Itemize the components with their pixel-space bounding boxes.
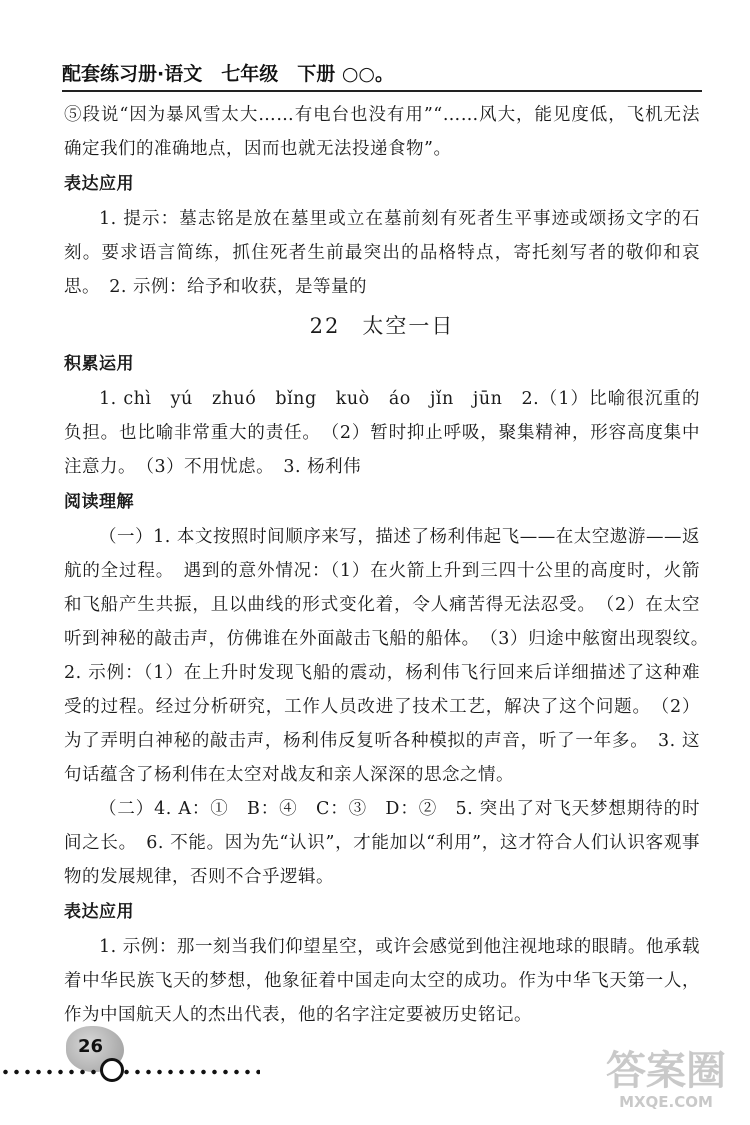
answer-paragraph: 1. 提示：墓志铭是放在墓里或立在墓前刻有死者生平事迹或颂扬文字的石刻。要求语言简练，抓住死者生前最突出的品格特点，寄托刻写者的敬仰和哀思。 2. 示例：给予和收获，是等量的 [64,209,700,297]
lesson-title-text: 太空一日 [362,314,455,338]
section-heading: 阅读理解 [64,492,134,512]
site-watermark [596,1049,736,1111]
lesson-title [64,306,700,346]
answer-paragraph: （一）1. 本文按照时间顺序来写，描述了杨利伟起飞——在太空遨游——返航的全过程。 遇到的意外情况：（1）在火箭上升到三四十公里的高度时，火箭和飞船产生共振，且以曲线的形式变化着，令人痛苦得无法忍受。 （2）在太空听到神秘的敲击声，仿佛谁在外面敲击飞船的船体。 （3）归途中舷窗出现裂纹。 2. 示例：（1）在上升时发现飞船的震动，杨利伟飞行回来后详细描述了这种难受的过程。经过分析研究，工作人员改进了技术工艺，解决了这个问题。 （2）为了弄明白神秘的敲击声，杨利伟反复听各种模拟的声音，听了一年多。 3. 这句话蕴含了杨利伟在太空对战友和亲人深深的思念之情。 [64,527,718,785]
answer-paragraph: 1. chì yú zhuó bǐng kuò áo jǐn jūn 2.（1）比喻很沉重的负担。也比喻非常重大的责任。 （2）暂时抑止呼吸，聚集精神，形容高度集中注意力。 （3）不用忧虑。 3. 杨利伟 [64,389,700,477]
page-number: 26 [78,1036,104,1057]
section-heading: 表达应用 [64,902,134,922]
answer-paragraph: 1. 示例：那一刻当我们仰望星空，或许会感觉到他注视地球的眼睛。他承载着中华民族飞天的梦想，他象征着中国走向太空的成功。作为中华飞天第一人，作为中国航天人的杰出代表，他的名字注定要被历史铭记。 [64,937,700,1025]
footer-dotted-line [0,1068,260,1076]
section-heading: 表达应用 [64,174,134,194]
header-rule [62,90,702,92]
watermark-logo-text: 答案圈 [606,1048,726,1094]
answer-paragraph: （二）4. A：① B：④ C：③ D：② 5. 突出了对飞天梦想期待的时间之长。 6. 不能。因为先“认识”，才能加以“利用”，这才符合人们认识客观事物的发展规律，否则不合乎逻辑。 [64,799,700,887]
watermark-url: MXQE.COM [619,1093,713,1111]
answer-content [64,98,718,1032]
answer-paragraph: ⑤段说“因为暴风雪太大……有电台也没有用”“……风大，能见度低，飞机无法确定我们的准确地点，因而也就无法投递食物”。 [64,105,700,159]
lesson-number: 22 [309,314,341,338]
footer-ring-ornament [100,1058,124,1082]
section-heading: 积累运用 [64,354,134,374]
running-header: 配套练习册·语文 七年级 下册 ○○。 [62,63,394,85]
